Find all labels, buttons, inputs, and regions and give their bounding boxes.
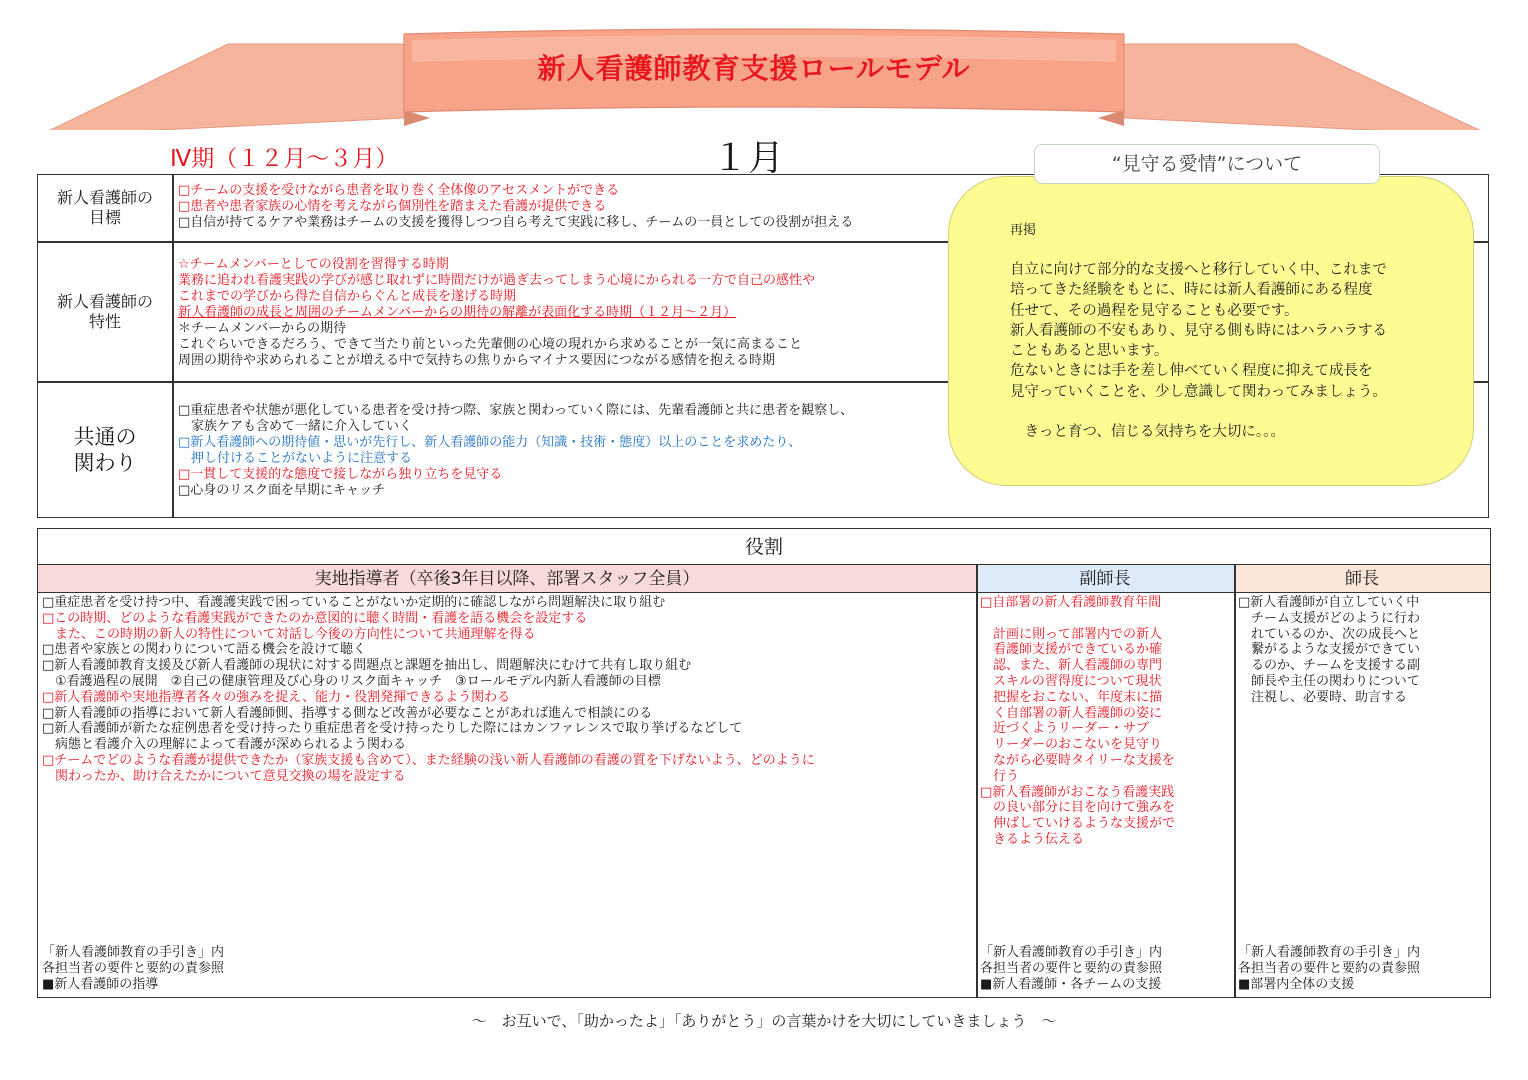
head-item: れているのか、次の成長へと	[1238, 626, 1421, 642]
head-header: 師長	[1234, 565, 1490, 593]
trait-item: ☆チームメンバーとしての役割を習得する時期	[178, 257, 449, 272]
preceptor-list	[42, 595, 815, 785]
callout-line: こともあると思います。	[1010, 343, 1169, 360]
preceptor-item: □重症患者を受け持つ中、看護護実践で困っていることがないか定期的に確認しながら問題解決に取り組む	[42, 595, 666, 610]
callout-body	[1010, 260, 1387, 443]
vice-item: 看護師支援ができているか確	[980, 642, 1163, 658]
reference-line: ■部署内全体の支援	[1238, 976, 1355, 992]
footer-message: ～ お互いで、「助かったよ」「ありがとう」の言葉かけを大切にしていきましょう ～	[471, 1012, 1057, 1030]
vice-item: 行う	[980, 768, 1020, 784]
vice-item: 計画に則って部署内での新人	[980, 626, 1163, 642]
vice-item: ながら必要時タイリーな支援を	[980, 752, 1175, 768]
goal-item: □患者や患者家族の心情を考えながら個別性を踏まえた看護が提供できる	[178, 199, 607, 214]
callout-line: 見守っていくことを、少し意識して関わってみましょう。	[1010, 383, 1387, 400]
reference-line: 各担当者の要件と要約の責参照	[42, 960, 225, 976]
common-item: □一貫して支援的な態度で接しながら独り立ちを見守る	[178, 467, 503, 482]
reference-line: ■新人看護師・各チームの支援	[980, 976, 1162, 992]
callout-line: 任せて、その過程を見守ることも必要です。	[1010, 302, 1299, 319]
preceptor-header: 実地指導者（卒後3年目以降、部署スタッフ全員）	[38, 565, 976, 593]
goals-label: 新人看護師の 目標	[56, 188, 153, 227]
preceptor-item: □患者や家族との関わりについて語る機会を設けて聴く	[42, 642, 367, 658]
reference-line: 「新人看護師教育の手引き」内	[1238, 945, 1421, 960]
period-label: Ⅳ期（１２月～３月）	[170, 146, 399, 172]
callout-note: 再掲	[1010, 223, 1037, 238]
vice-item	[980, 611, 1175, 627]
trait-item: 周囲の期待や求められることが増える中で気持ちの焦りからマイナス要因につながる感情を抱える時期	[178, 353, 775, 368]
vice-item: リーダーのおこないを見守り	[980, 737, 1163, 753]
preceptor-item: □新人看護師や実地指導者各々の強みを捉え、能力・役割発揮できるよう関わる	[42, 689, 511, 705]
common-list	[178, 403, 853, 499]
common-item: □新人看護師への期待値・思いが先行し、新人看護師の能力（知識・技術・態度）以上のことを求めたり、	[178, 435, 802, 450]
vice-reference	[980, 945, 1162, 992]
vice-item: の良い部分に目を向けて強みを	[980, 800, 1176, 816]
reference-line: 各担当者の要件と要約の責参照	[1238, 960, 1421, 976]
callout-line: 新人看護師の不安もあり、見守る側も時にはハラハラする	[1010, 322, 1387, 339]
trait-item: これぐらいできるだろう、できて当たり前といった先輩側の心境の現れから求めることが一気に高まること	[178, 337, 803, 352]
trait-item: ＊チームメンバーからの期待	[178, 321, 347, 336]
vice-item: 把握をおこない、年度末に描	[980, 689, 1163, 705]
page-title: 新人看護師教育支援ロールモデル	[537, 52, 971, 85]
vice-item: スキルの習得度について現状	[980, 673, 1162, 689]
roles-table	[37, 528, 1491, 998]
roles-title: 役割	[38, 529, 1490, 565]
callout-title: “見守る愛情”について	[1034, 144, 1380, 184]
reference-line: 各担当者の要件と要約の責参照	[980, 960, 1163, 976]
preceptor-item: ①看護過程の展開 ②自己の健康管理及び心身のリスク面キャッチ ③ロールモデル内新人看護師の目標	[42, 673, 661, 689]
common-item: 押し付けることがないように注意する	[178, 451, 413, 466]
trait-item: 新人看護師の成長と周囲のチームメンバーからの期待の解離が表面化する時期（１２月～２月）	[178, 305, 737, 320]
head-list	[1238, 595, 1420, 706]
preceptor-item: □この時期、どのような看護実践ができたのか意図的に聴く時間・看護を語る機会を設定する	[42, 610, 588, 626]
common-item: 家族ケアも含めて一緒に介入していく	[178, 419, 413, 434]
callout-line: きっと育つ、信じる気持ちを大切に。。。	[1010, 424, 1285, 441]
trait-item: 業務に追われ看護実践の学びが感じ取れずに時間だけが過ぎ去ってしまう心境にかられる一方で自己の感性や	[178, 273, 816, 288]
vice-item: □自部署の新人看護師教育年間	[980, 595, 1162, 610]
traits-list	[178, 257, 815, 369]
reference-line: 「新人看護師教育の手引き」内	[980, 945, 1163, 960]
vice-item: 近づくようリーダー・サブ	[980, 721, 1150, 737]
preceptor-item: □新人看護師教育支援及び新人看護師の現状に対する問題点と課題を抽出し、問題解決にむけて共有し取り組む	[42, 658, 692, 674]
ribbon-right-tail	[1124, 44, 1492, 130]
trait-item: これまでの学びから得た自信からぐんと成長を遂げる時期	[178, 289, 517, 304]
head-item: 繋がるような支援ができてい	[1238, 642, 1421, 658]
common-item: □重症患者や状態が悪化している患者を受け持つ際、家族と関わっていく際には、先輩看護師と共に患者を観察し、	[178, 403, 854, 418]
vice-item: □新人看護師がおこなう看護実践	[980, 784, 1175, 800]
callout-line: 培ってきた経験をもとに、時には新人看護師にある程度	[1010, 282, 1373, 299]
goal-item: □チームの支援を受けながら患者を取り巻く全体像のアセスメントができる	[178, 183, 620, 198]
preceptor-item: また、この時期の新人の特性について対話し今後の方向性について共通理解を得る	[42, 626, 536, 642]
preceptor-item: 病態と看護介入の理解によって看護が深められるよう関わる	[42, 737, 407, 753]
head-item: 師長や主任の関わりについて	[1238, 673, 1420, 689]
callout-line	[1010, 402, 1387, 422]
head-item: 注視し、必要時、助言する	[1238, 689, 1408, 705]
preceptor-item: □新人看護師の指導において新人看護師側、指導する側など改善が必要なことがあれば進んで相談にのる	[42, 705, 653, 721]
ribbon-left-tail	[38, 44, 404, 130]
traits-label: 新人看護師の 特性	[56, 292, 153, 331]
callout-line: 自立に向けて部分的な支援へと移行していく中、これまで	[1010, 262, 1387, 278]
preceptor-item: □チームでどのような看護が提供できたか（家族支援も含めて）、また経験の浅い新人看護師の看護の質を下げないよう、どのように	[42, 752, 815, 768]
callout-line: 危ないときには手を差し伸べていく程度に抑えて成長を	[1010, 363, 1373, 380]
reference-line: ■新人看護師の指導	[42, 976, 159, 992]
head-item: チーム支援がどのように行わ	[1238, 610, 1421, 626]
preceptor-item: 関わったか、助け合えたかについて意見交換の場を設定する	[42, 768, 406, 784]
head-item: □新人看護師が自立していく中	[1238, 595, 1420, 610]
head-item: るのか、チームを支援する副	[1238, 658, 1421, 674]
common-item: □心身のリスク面を早期にキャッチ	[178, 483, 386, 498]
vice-item: きるよう伝える	[980, 831, 1085, 847]
month-label: １月	[712, 138, 785, 179]
preceptor-item: □新人看護師が新たな症例患者を受け持ったり重症患者を受け持ったりした際にはカンファレンスで取り挙げるなどして	[42, 721, 743, 737]
common-label: 共通の 関わり	[73, 425, 137, 475]
preceptor-reference	[42, 945, 224, 992]
vice-item: 認、また、新人看護師の専門	[980, 658, 1163, 674]
vice-item: く自部署の新人看護師の姿に	[980, 705, 1163, 721]
reference-line: 「新人看護師教育の手引き」内	[42, 945, 225, 960]
vice-list	[980, 595, 1175, 848]
head-reference	[1238, 945, 1420, 992]
goal-item: □自信が持てるケアや業務はチームの支援を獲得しつつ自ら考えて実践に移し、チームの一員としての役割が担える	[178, 215, 854, 230]
vice-header: 副師長	[976, 565, 1234, 593]
vice-item: 伸ばしていけるような支援がで	[980, 816, 1176, 832]
goals-list	[178, 183, 853, 231]
